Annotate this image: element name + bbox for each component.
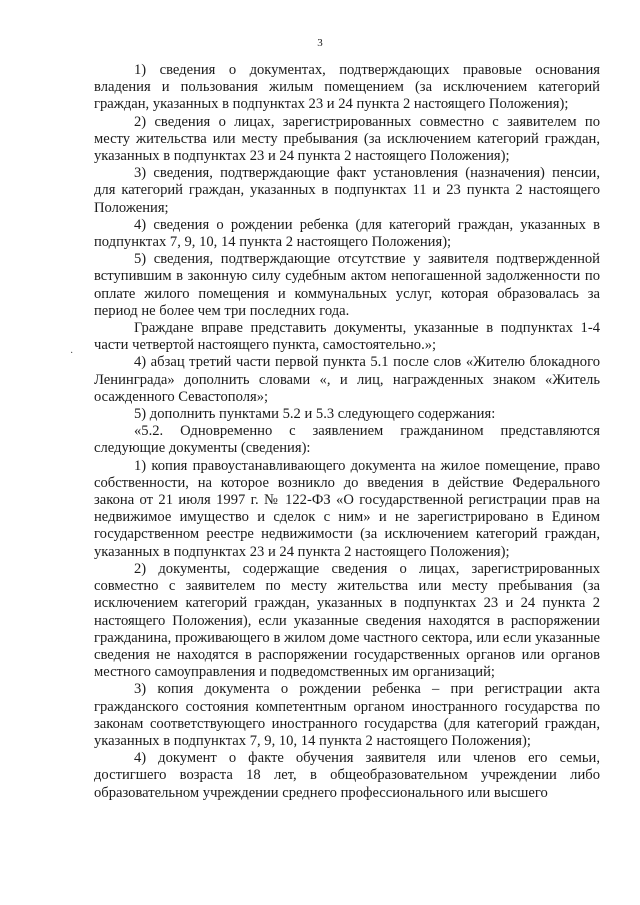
paragraph: 3) копия документа о рождении ребенка – при регистрации акта гражданского состояния компетентным органом иностранного государства по законам соответствующего иностранного государства (для категорий граждан, указанных в подпунктах 7, 9, 10, 14 пункта 2 настоящего Положения); — [94, 681, 600, 749]
paragraph: «5.2. Одновременно с заявлением гражданином представляются следующие документы (сведения): — [94, 423, 600, 457]
paragraph: 1) сведения о документах, подтверждающих правовые основания владения и пользования жилым помещением (за исключением категорий граждан, указанных в подпунктах 23 и 24 пункта 2 настоящего Положения); — [94, 62, 600, 113]
margin-mark: · — [70, 348, 74, 359]
paragraph: 2) документы, содержащие сведения о лицах, зарегистрированных совместно с заявителем по месту жительства или месту пребывания (за исключением категорий граждан, указанных в подпунктах 23 и 24 пункта 2 настоящего Положения), если указанные сведения находятся в распоряжении гражданина, проживающего в жилом доме частного сектора, или если указанные сведения не находятся в распоряжении государственных органов или органов местного самоуправления и подведомственных им организаций; — [94, 560, 600, 681]
paragraph: 5) сведения, подтверждающие отсутствие у заявителя подтвержденной вступившим в законную силу судебным актом непогашенной задолженности по оплате жилого помещения и коммунальных услуг, которая образовалась за период не более чем три последних года. — [94, 251, 600, 319]
paragraph: 3) сведения, подтверждающие факт установления (назначения) пенсии, для категорий граждан, указанных в подпунктах 11 и 23 пункта 2 настоящего Положения; — [94, 165, 600, 216]
paragraph: Граждане вправе представить документы, указанные в подпунктах 1-4 части четвертой настоящего пункта, самостоятельно.»; — [94, 320, 600, 354]
paragraph: 4) абзац третий части первой пункта 5.1 после слов «Жителю блокадного Ленинграда» дополнить словами «, и лиц, награжденных знаком «Житель осажденного Севастополя»; — [94, 354, 600, 405]
document-body — [94, 62, 600, 802]
paragraph: 4) сведения о рождении ребенка (для категорий граждан, указанных в подпунктах 7, 9, 10, 14 пункта 2 настоящего Положения); — [94, 216, 600, 251]
paragraph: 1) копия правоустанавливающего документа на жилое помещение, право собственности, на которое возникло до введения в действие Федерального закона от 21 июля 1997 г. № 122-ФЗ «О государственной регистрации прав на недвижимое имущество и сделок с ним» и не зарегистрировано в Едином государственном реестре недвижимости (за исключением категорий граждан, указанных в подпунктах 23 и 24 пункта 2 настоящего Положения); — [94, 457, 600, 560]
paragraph: 5) дополнить пунктами 5.2 и 5.3 следующего содержания: — [134, 406, 496, 423]
paragraph: 2) сведения о лицах, зарегистрированных совместно с заявителем по месту жительства или месту пребывания (за исключением категорий граждан, указанных в подпунктах 23 и 24 пункта 2 настоящего Положения); — [94, 113, 600, 165]
page-number: 3 — [317, 37, 323, 49]
paragraph: 4) документ о факте обучения заявителя или членов его семьи, достигшего возраста 18 лет, в общеобразовательном учреждении либо образовательном учреждении среднего профессионального или высшего — [94, 750, 600, 801]
